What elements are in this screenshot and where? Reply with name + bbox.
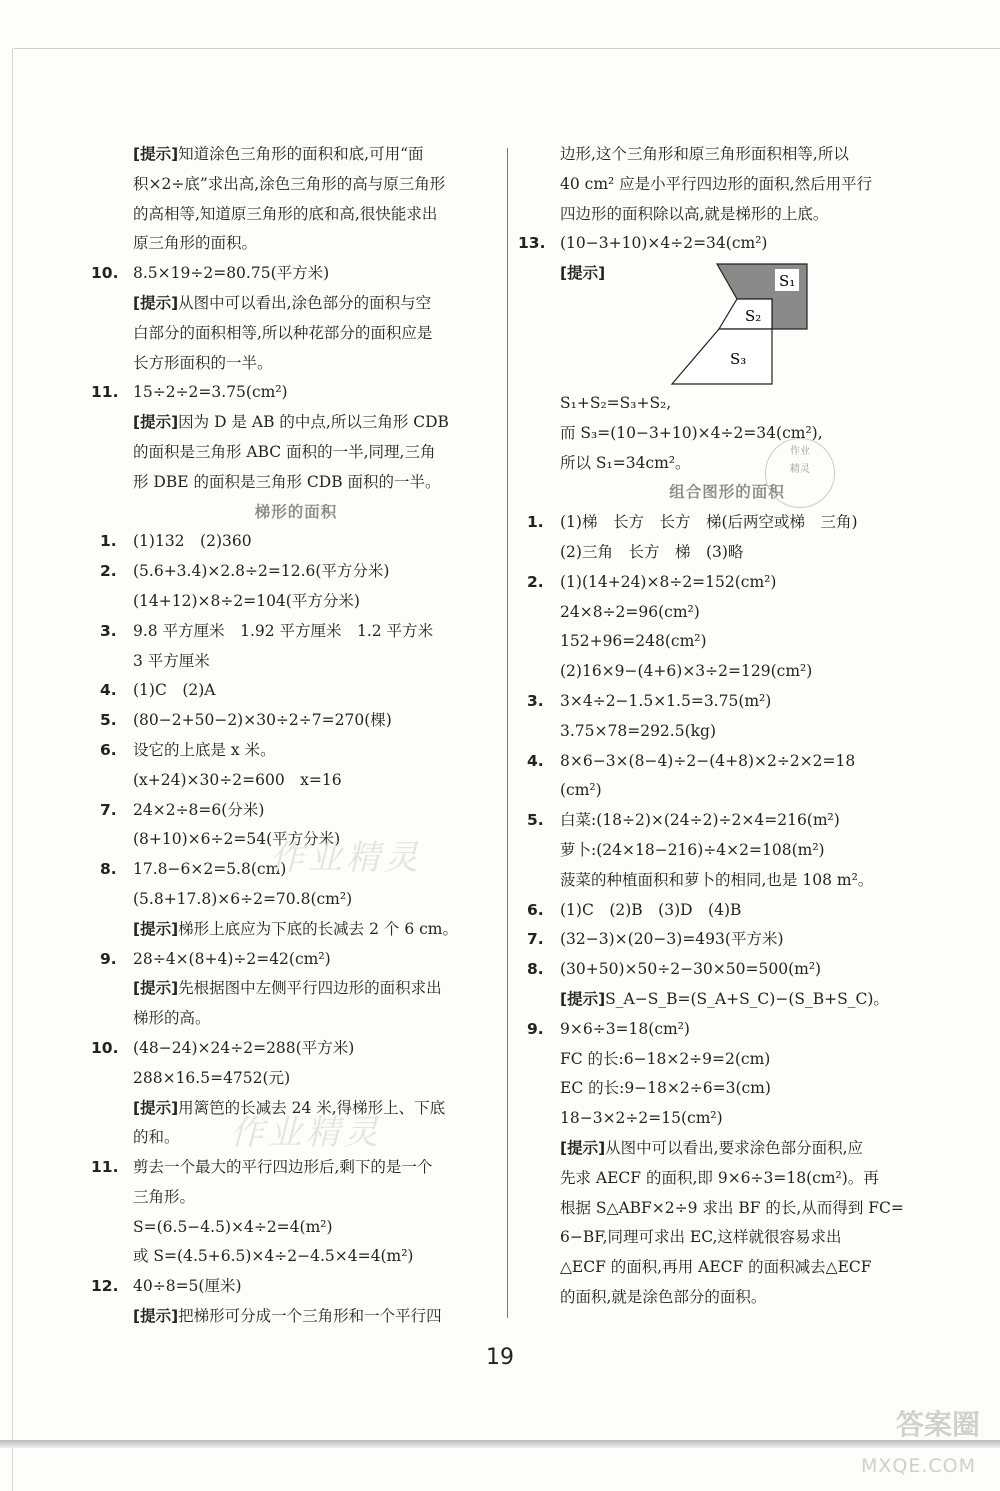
answer-line <box>527 568 927 598</box>
answer-text: S₁+S₂=S₃+S₂, <box>560 393 672 412</box>
answer-line <box>100 408 492 438</box>
answer-line <box>527 598 927 628</box>
question-number: 11. <box>91 383 119 402</box>
answer-text: (32−3)×(20−3)=493(平方米) <box>560 930 784 949</box>
answer-text: 长方形面积的一半。 <box>133 353 273 372</box>
answer-line <box>100 349 492 379</box>
figure-svg <box>667 259 817 389</box>
answer-text: 28÷4×(8+4)÷2=42(cm²) <box>133 949 331 968</box>
answer-line <box>527 1045 927 1075</box>
answer-line <box>100 945 492 975</box>
figure-label-s1: S₁ <box>779 271 796 290</box>
answer-text: (1)(14+24)×8÷2=152(cm²) <box>560 572 777 591</box>
answer-line <box>527 687 927 717</box>
answer-line <box>527 955 927 985</box>
answer-text: 设它的上底是 x 米。 <box>133 740 276 759</box>
stamp-logo <box>765 438 835 508</box>
answer-line <box>100 319 492 349</box>
answer-text: 18−3×2÷2=15(cm²) <box>560 1109 723 1128</box>
answer-line <box>527 419 927 449</box>
answer-text: 15÷2÷2=3.75(cm²) <box>133 383 288 402</box>
answer-text: S=(6.5−4.5)×4÷2=4(m²) <box>133 1217 333 1236</box>
answer-text: (30+50)×50÷2−30×50=500(m²) <box>560 960 822 979</box>
question-number: 7. <box>527 930 544 949</box>
question-number: 12. <box>91 1277 119 1296</box>
tip-label: [提示] <box>133 293 179 312</box>
answer-text: [提示]用篱笆的长减去 24 米,得梯形上、下底 <box>133 1098 446 1117</box>
watermark-1: 作业精灵 <box>270 838 422 878</box>
answer-text: (1)梯 长方 长方 梯(后两空或梯 三角) <box>560 513 858 532</box>
answer-text: 的高相等,知道原三角形的底和高,很快能求出 <box>133 204 438 223</box>
answer-text: [提示]知道涂色三角形的面积和底,可用“面 <box>133 145 424 163</box>
answer-line <box>100 1004 492 1034</box>
question-number: 2. <box>527 572 544 591</box>
answer-text: 9×6÷3=18(cm²) <box>560 1019 690 1038</box>
page-number: 19 <box>486 1345 514 1370</box>
answer-text: (x+24)×30÷2=600 x=16 <box>133 770 342 789</box>
question-number: 3. <box>527 691 544 710</box>
answer-text: 原三角形的面积。 <box>133 234 258 253</box>
answer-text: 根据 S△ABF×2÷9 求出 BF 的长,从而得到 FC= <box>560 1198 904 1217</box>
answer-line <box>100 885 492 915</box>
answer-text: 白部分的面积相等,所以种花部分的面积应是 <box>133 323 433 342</box>
section-title-composite: 组合图形的面积 <box>669 483 785 502</box>
question-number: 13. <box>518 234 546 253</box>
question-number: 7. <box>100 800 117 819</box>
answer-text: 边形,这个三角形和原三角形面积相等,所以 <box>560 145 849 163</box>
answer-line <box>527 627 927 657</box>
answer-text: FC 的长:6−18×2÷9=2(cm) <box>560 1049 771 1068</box>
answer-line <box>100 1213 492 1243</box>
question-number: 1. <box>527 513 544 532</box>
question-number: 5. <box>527 811 544 830</box>
tip-label: [提示] <box>133 1098 179 1117</box>
answer-line <box>518 229 927 259</box>
answer-line <box>100 915 492 945</box>
section-title-trapezoid: 梯形的面积 <box>254 502 338 521</box>
answer-text: 梯形的高。 <box>133 1009 211 1028</box>
tip-label: [提示] <box>133 1307 179 1326</box>
answer-line <box>527 806 927 836</box>
tip-label: [提示] <box>560 989 606 1008</box>
answer-text: 24×2÷8=6(分米) <box>133 800 265 819</box>
answer-text: 先求 AECF 的面积,即 9×6÷3=18(cm²)。再 <box>560 1168 879 1187</box>
answer-text: 6−BF,同理可求出 EC,这样就很容易求出 <box>560 1228 842 1247</box>
answer-line <box>100 289 492 319</box>
tip-label: [提示] <box>560 264 606 283</box>
answer-line <box>527 717 927 747</box>
question-number: 10. <box>91 264 119 283</box>
answer-text: (1)C (2)B (3)D (4)B <box>560 900 742 919</box>
answer-line <box>527 508 927 538</box>
answer-text: 积×2÷底”求出高,涂色三角形的高与原三角形 <box>133 174 446 193</box>
answer-text: [提示]因为 D 是 AB 的中点,所以三角形 CDB <box>133 413 449 432</box>
answer-line <box>527 776 927 806</box>
answer-text: (14+12)×8÷2=104(平方分米) <box>133 591 360 610</box>
answer-text: (1)132 (2)360 <box>133 532 252 551</box>
answer-line <box>527 1104 927 1134</box>
question-number: 8. <box>527 960 544 979</box>
answer-line <box>527 985 927 1015</box>
answer-line <box>100 796 492 826</box>
question-number: 5. <box>100 711 117 730</box>
answer-text: (cm²) <box>560 781 602 800</box>
answer-line <box>100 1302 492 1332</box>
answer-line <box>527 1194 927 1224</box>
answer-line <box>527 747 927 777</box>
answer-text: 17.8−6×2=5.8(cm) <box>133 860 287 879</box>
answer-text: (10−3+10)×4÷2=34(cm²) <box>560 234 768 253</box>
answer-line <box>100 527 492 557</box>
answer-text: 40 cm² 应是小平行四边形的面积,然后用平行 <box>560 174 873 193</box>
answer-text: (5.8+17.8)×6÷2=70.8(cm²) <box>133 889 353 908</box>
answer-text: 所以 S₁=34cm²。 <box>560 453 691 472</box>
answer-line <box>100 1064 492 1094</box>
stamp-line1: 作业 <box>790 446 810 457</box>
answer-line <box>527 170 927 200</box>
answer-line <box>527 866 927 896</box>
question-number: 6. <box>527 900 544 919</box>
answer-line <box>100 557 492 587</box>
answer-text: 的和。 <box>133 1128 180 1147</box>
question-number: 6. <box>100 740 117 759</box>
answer-line <box>91 259 492 289</box>
answer-line <box>100 438 492 468</box>
question-number: 4. <box>527 751 544 770</box>
left-edge <box>12 48 13 1491</box>
answer-text: 或 S=(4.5+6.5)×4÷2−4.5×4=4(m²) <box>133 1247 414 1266</box>
answer-line <box>527 1164 927 1194</box>
answer-text: 8.5×19÷2=80.75(平方米) <box>133 264 330 283</box>
answer-line <box>100 617 492 647</box>
answer-line <box>100 706 492 736</box>
answer-line <box>527 657 927 687</box>
answer-text: 的面积是三角形 ABC 面积的一半,同理,三角 <box>133 442 436 461</box>
answer-line <box>100 200 492 230</box>
answer-text: EC 的长:9−18×2÷6=3(cm) <box>560 1079 771 1098</box>
answer-text: 的面积,就是涂色部分的面积。 <box>560 1287 767 1306</box>
answer-line <box>100 170 492 200</box>
corner-logo: 答案圈 <box>895 1408 980 1441</box>
answer-line <box>527 1015 927 1045</box>
answer-text: 三角形。 <box>133 1187 196 1206</box>
question-number: 9. <box>100 949 117 968</box>
tip-label: [提示] <box>133 919 179 938</box>
question-number: 2. <box>100 562 117 581</box>
answer-line <box>527 389 927 419</box>
question-number: 9. <box>527 1019 544 1038</box>
question-number: 3. <box>100 621 117 640</box>
answer-line <box>527 836 927 866</box>
answer-text: [提示]从图中可以看出,要求涂色部分面积,应 <box>560 1138 864 1157</box>
answer-line <box>100 647 492 677</box>
answer-text: (2)三角 长方 梯 (3)略 <box>560 542 744 561</box>
answer-text: (48−24)×24÷2=288(平方米) <box>133 1038 355 1057</box>
answer-line <box>100 140 492 170</box>
tip-label: [提示] <box>133 979 179 998</box>
answer-line <box>527 925 927 955</box>
answer-text: 3 平方厘米 <box>133 651 210 670</box>
answer-text: 152+96=248(cm²) <box>560 632 707 651</box>
answer-line <box>527 1134 927 1164</box>
answer-line <box>100 587 492 617</box>
question-number: 8. <box>100 860 117 879</box>
answer-text: 剪去一个最大的平行四边形后,剩下的是一个 <box>133 1158 433 1177</box>
answer-line <box>100 766 492 796</box>
column-divider <box>507 148 508 1318</box>
answer-line <box>100 1183 492 1213</box>
answer-text: (1)C (2)A <box>133 681 216 700</box>
answer-text: 9.8 平方厘米 1.92 平方厘米 1.2 平方米 <box>133 621 434 640</box>
answer-line <box>100 229 492 259</box>
answer-line <box>527 1283 927 1313</box>
bottom-shadow <box>0 1440 1000 1448</box>
answer-text: 40÷8=5(厘米) <box>133 1277 242 1296</box>
corner-url: MXQE.COM <box>860 1455 976 1477</box>
answer-line <box>91 1153 492 1183</box>
answer-line <box>527 140 927 170</box>
question-number: 11. <box>91 1158 119 1177</box>
answer-text: 3.75×78=292.5(kg) <box>560 721 716 740</box>
answer-line <box>100 1242 492 1272</box>
answer-text: (80−2+50−2)×30÷2÷7=270(棵) <box>133 711 392 730</box>
question-number: 1. <box>100 532 117 551</box>
answer-line <box>100 974 492 1004</box>
top-rule <box>14 48 1000 49</box>
answer-line <box>527 1253 927 1283</box>
answer-line <box>527 200 927 230</box>
answer-line <box>91 378 492 408</box>
answer-text: 形 DBE 的面积是三角形 CDB 面积的一半。 <box>133 472 441 491</box>
answer-line <box>100 736 492 766</box>
answer-text: [提示]从图中可以看出,涂色部分的面积与空 <box>133 293 432 312</box>
figure-label-s2: S₂ <box>745 306 762 325</box>
answer-line <box>91 1034 492 1064</box>
figure-label-s3: S₃ <box>730 349 747 368</box>
stamp-line2: 精灵 <box>790 464 810 475</box>
answer-text: [提示]梯形上底应为下底的长减去 2 个 6 cm。 <box>133 919 458 938</box>
question-number: 4. <box>100 681 117 700</box>
watermark-2: 作业精灵 <box>230 1113 382 1153</box>
answer-line <box>527 896 927 926</box>
answer-text: 萝卜:(24×18−216)÷4×2=108(m²) <box>560 840 825 859</box>
answer-text: (5.6+3.4)×2.8÷2=12.6(平方分米) <box>133 562 390 581</box>
tip-label: [提示] <box>560 1138 606 1157</box>
answer-line <box>527 538 927 568</box>
answer-text: [提示]把梯形可分成一个三角形和一个平行四 <box>133 1307 442 1326</box>
tip-label: [提示] <box>133 145 179 163</box>
answer-line <box>100 676 492 706</box>
answer-line <box>527 1223 927 1253</box>
answer-text: 288×16.5=4752(元) <box>133 1068 291 1087</box>
answer-text: [提示]S_A−S_B=(S_A+S_C)−(S_B+S_C)。 <box>560 989 889 1008</box>
answer-text <box>560 264 605 282</box>
answer-line <box>527 449 927 479</box>
answer-text: 3×4÷2−1.5×1.5=3.75(m²) <box>560 691 772 710</box>
right-column <box>518 140 927 1313</box>
answer-line <box>91 1272 492 1302</box>
answer-text: 四边形的面积除以高,就是梯形的上底。 <box>560 204 829 223</box>
answer-text: 而 S₃=(10−3+10)×4÷2=34(cm²), <box>560 423 823 442</box>
answer-text: (2)16×9−(4+6)×3÷2=129(cm²) <box>560 662 813 681</box>
tip-label: [提示] <box>133 413 179 432</box>
answer-line <box>100 468 492 498</box>
answer-text: [提示]先根据图中左侧平行四边形的面积求出 <box>133 979 442 998</box>
answer-text: △ECF 的面积,再用 AECF 的面积减去△ECF <box>560 1258 872 1277</box>
answer-text: 24×8÷2=96(cm²) <box>560 602 700 621</box>
answer-text: 菠菜的种植面积和萝卜的相同,也是 108 m²。 <box>560 870 874 889</box>
answer-line <box>527 1074 927 1104</box>
answer-text: 8×6−3×(8−4)÷2−(4+8)×2÷2×2=18 <box>560 751 856 770</box>
answer-text: 白菜:(18÷2)×(24÷2)÷2×4=216(m²) <box>560 811 840 830</box>
question-number: 10. <box>91 1038 119 1057</box>
answer-text: (8+10)×6÷2=54(平方分米) <box>133 830 341 849</box>
